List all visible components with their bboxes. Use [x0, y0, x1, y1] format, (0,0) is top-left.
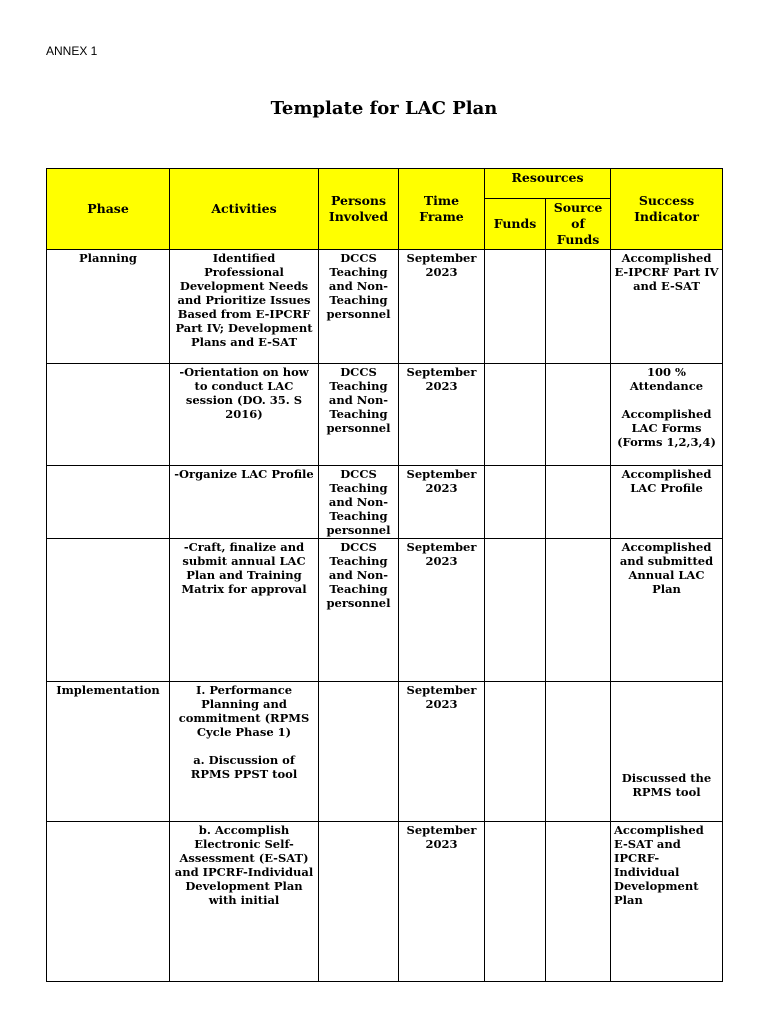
cell-success [611, 364, 723, 466]
cell-phase [47, 822, 170, 982]
cell-persons: DCCS Teaching and Non-Teaching personnel [319, 466, 399, 539]
cell-phase: Planning [47, 250, 170, 364]
cell-persons: DCCS Teaching and Non-Teaching personnel [319, 539, 399, 682]
cell-activity: -Organize LAC Profile [170, 466, 319, 539]
cell-activity: b. Accomplish Electronic Self-Assessment (E-SAT) and IPCRF-Individual Development Plan with initial [170, 822, 319, 982]
page-title: Template for LAC Plan [270, 98, 498, 119]
cell-activity: -Craft, finalize and submit annual LAC Plan and Training Matrix for approval [170, 539, 319, 682]
cell-phase [47, 539, 170, 682]
cell-persons [319, 822, 399, 982]
table-row [47, 822, 723, 982]
header-success-indicator: Success Indicator [611, 169, 723, 250]
cell-funds [485, 364, 546, 466]
header-persons-involved: Persons Involved [319, 169, 399, 250]
cell-success: Accomplished and submitted Annual LAC Plan [611, 539, 723, 682]
table-row [47, 364, 723, 466]
lac-plan-table [46, 168, 723, 982]
table-row [47, 466, 723, 539]
cell-persons: DCCS Teaching and Non-Teaching personnel [319, 250, 399, 364]
cell-source [546, 250, 611, 364]
cell-source [546, 539, 611, 682]
cell-funds [485, 250, 546, 364]
activity-discussion-rpms: a. Discussion of RPMS PPST tool [190, 753, 298, 781]
table-row [47, 682, 723, 822]
header-activities: Activities [170, 169, 319, 250]
cell-success: Accomplished E-SAT and IPCRF-Individual Development Plan [611, 822, 723, 982]
header-phase: Phase [47, 169, 170, 250]
table-row [47, 250, 723, 364]
cell-time-frame: September 2023 [399, 822, 485, 982]
cell-success: Accomplished E-IPCRF Part IV and E-SAT [611, 250, 723, 364]
table-row [47, 539, 723, 682]
cell-funds [485, 466, 546, 539]
cell-source [546, 682, 611, 822]
header-source-of-funds: Source of Funds [546, 199, 611, 250]
cell-source [546, 822, 611, 982]
success-lac-forms: Accomplished LAC Forms (Forms 1,2,3,4) [617, 407, 716, 449]
cell-persons [319, 682, 399, 822]
cell-activity: -Orientation on how to conduct LAC session (DO. 35. S 2016) [170, 364, 319, 466]
header-resources: Resources [485, 169, 611, 199]
cell-activity [170, 682, 319, 822]
success-attendance: 100 % Attendance [629, 365, 704, 393]
cell-phase [47, 466, 170, 539]
cell-time-frame: September 2023 [399, 250, 485, 364]
cell-time-frame: September 2023 [399, 682, 485, 822]
cell-funds [485, 539, 546, 682]
success-discussed-rpms: Discussed the RPMS tool [621, 771, 712, 799]
cell-activity: Identified Professional Development Needs and Prioritize Issues Based from E-IPCRF Part IV; Development Plans and E-SAT [170, 250, 319, 364]
cell-success [611, 682, 723, 822]
cell-persons: DCCS Teaching and Non-Teaching personnel [319, 364, 399, 466]
cell-funds [485, 682, 546, 822]
annex-label: ANNEX 1 [46, 44, 98, 58]
header-time-frame: Time Frame [399, 169, 485, 250]
cell-source [546, 466, 611, 539]
cell-time-frame: September 2023 [399, 364, 485, 466]
cell-source [546, 364, 611, 466]
cell-funds [485, 822, 546, 982]
cell-time-frame: September 2023 [399, 539, 485, 682]
cell-success: Accomplished LAC Profile [611, 466, 723, 539]
cell-phase: Implementation [47, 682, 170, 822]
cell-time-frame: September 2023 [399, 466, 485, 539]
activity-performance-planning: I. Performance Planning and commitment (RPMS Cycle Phase 1) [178, 683, 310, 739]
header-funds: Funds [485, 199, 546, 250]
cell-phase [47, 364, 170, 466]
